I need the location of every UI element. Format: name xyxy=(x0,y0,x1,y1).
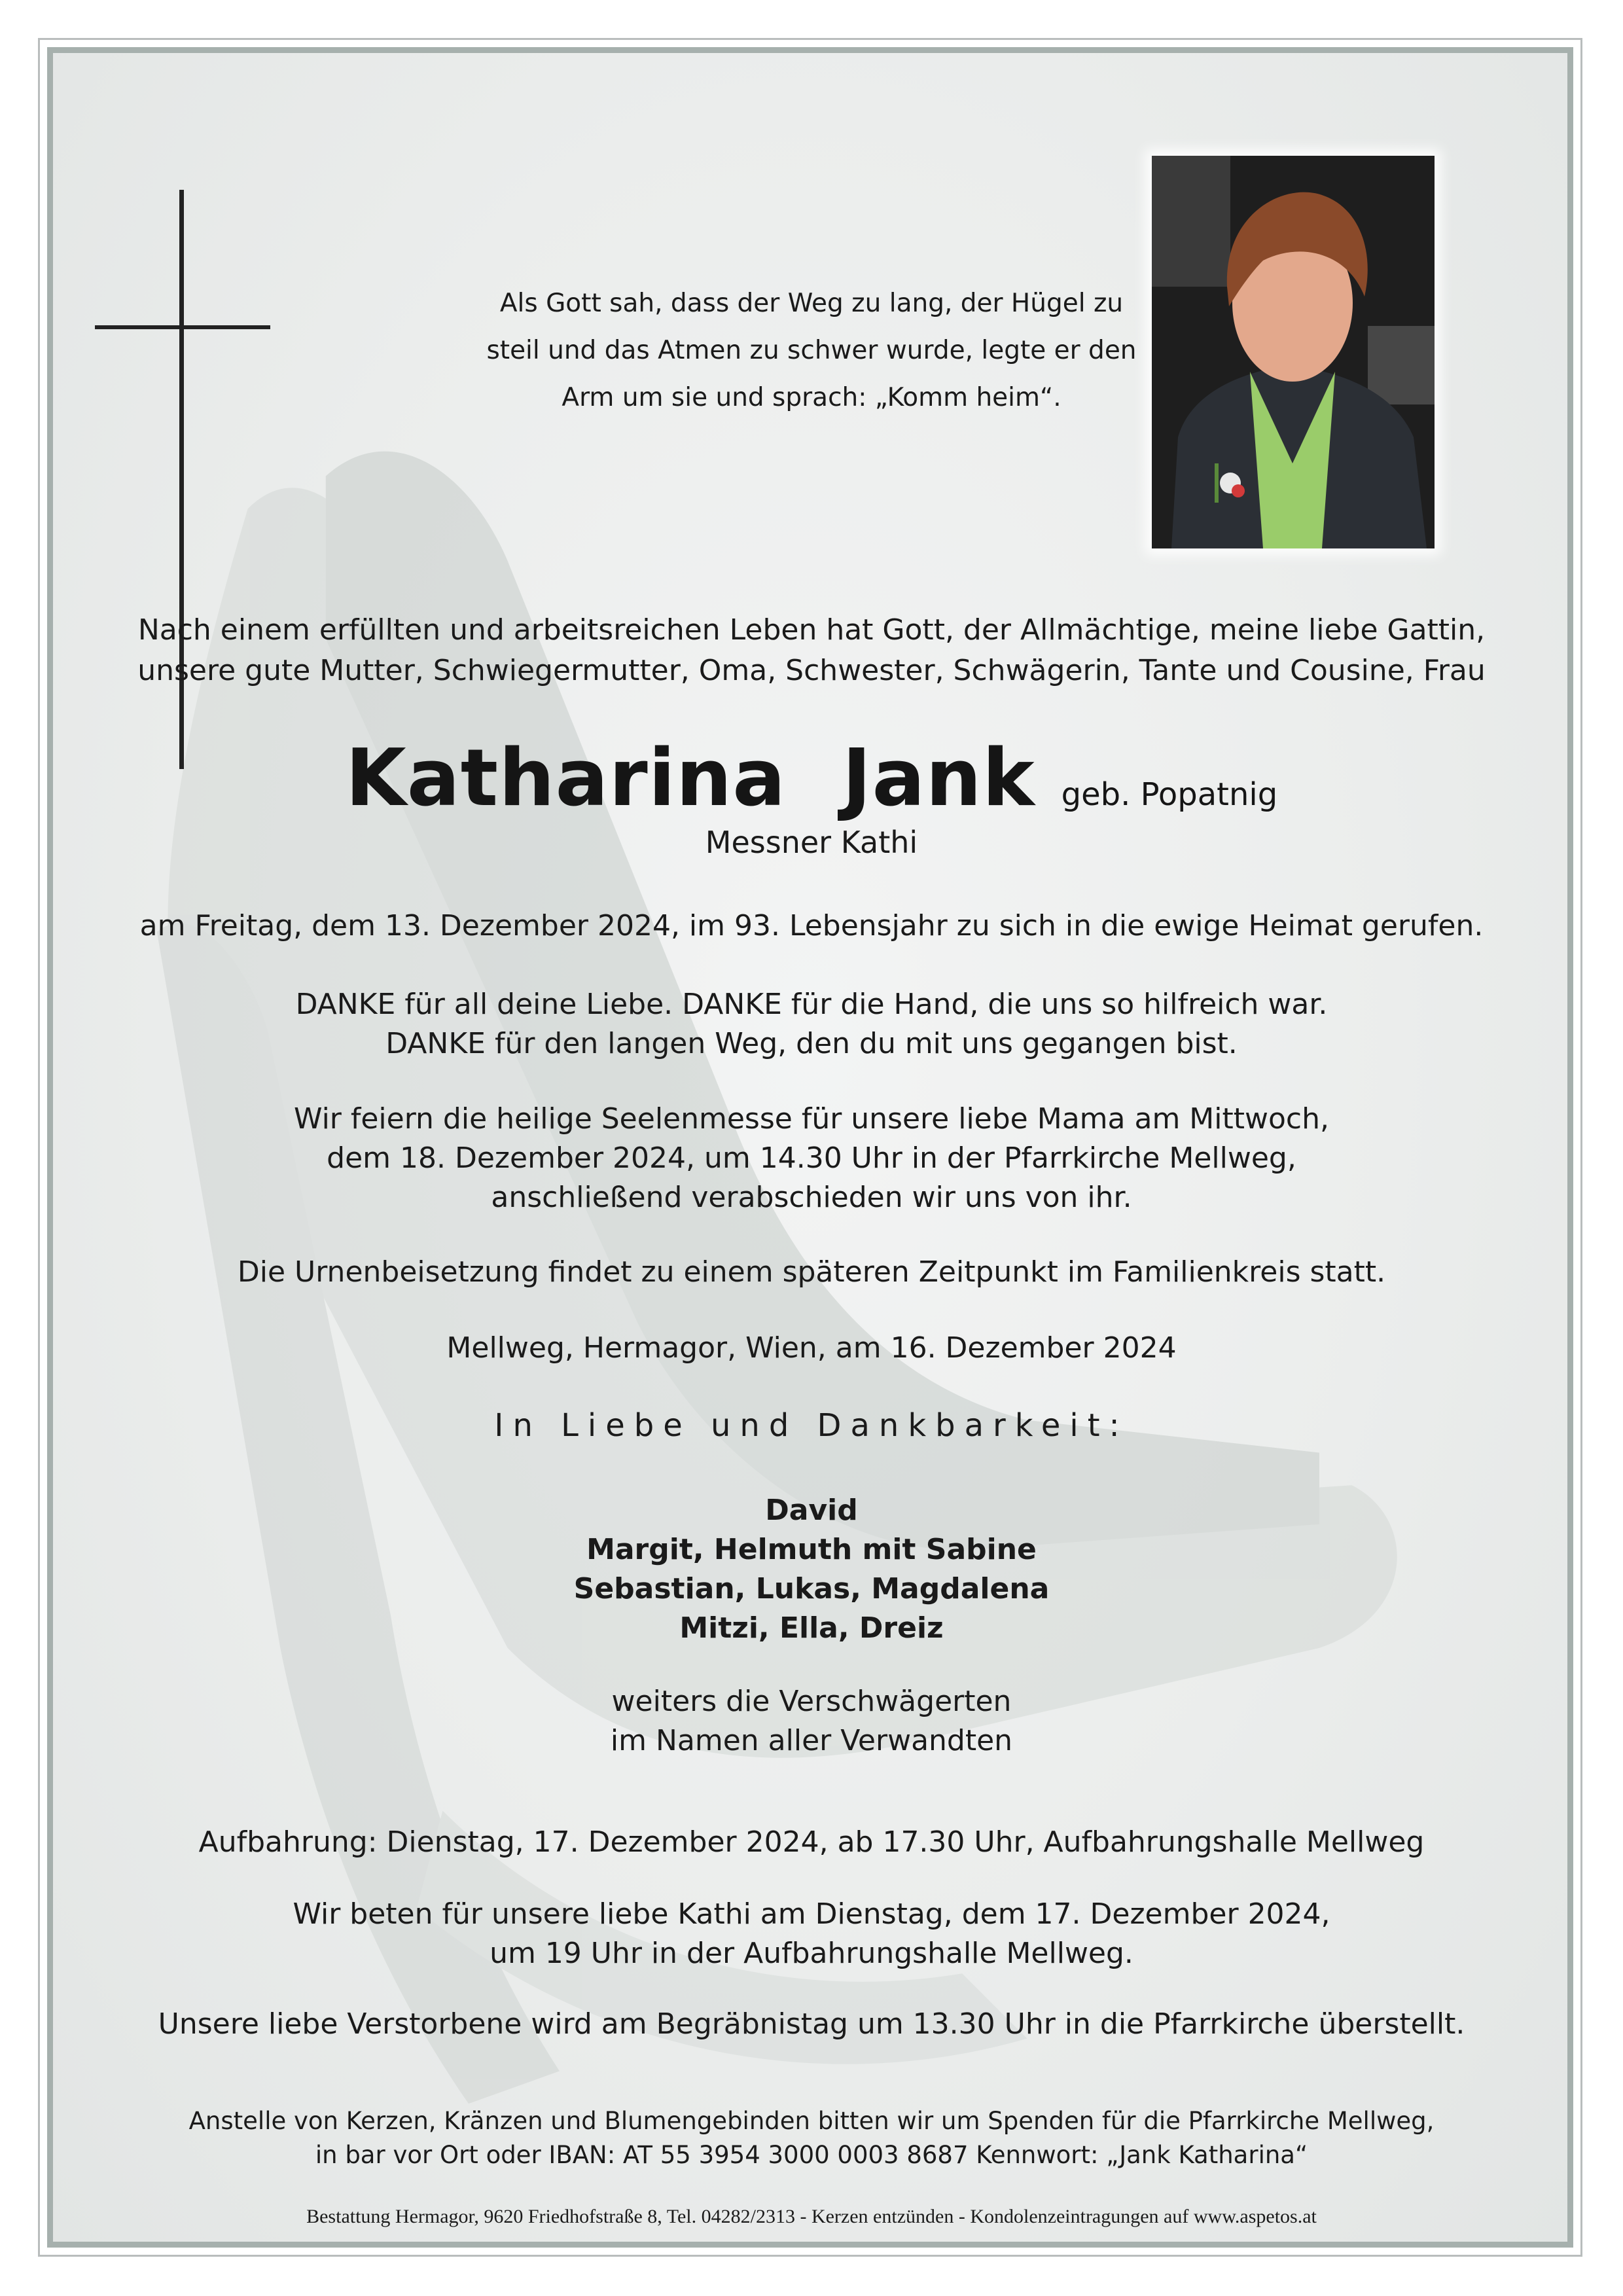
transfer-info: Unsere liebe Verstorbene wird am Begräbnistag um 13.30 Uhr in die Pfarrkirche überstellt. xyxy=(158,2007,1465,2041)
mourners-heading: In Liebe und Dankbarkeit: xyxy=(494,1407,1129,1444)
donation-request xyxy=(0,2104,1623,2172)
thanks-line: DANKE für den langen Weg, den du mit uns gegangen bist. xyxy=(385,1027,1238,1060)
place-and-date: Mellweg, Hermagor, Wien, am 16. Dezember 2024 xyxy=(446,1331,1177,1365)
thanks-text xyxy=(0,985,1623,1064)
donation-line: in bar vor Ort oder IBAN: AT 55 3954 3000 0003 8687 Kennwort: „Jank Katharina“ xyxy=(315,2141,1308,2169)
relatives-line: im Namen aller Verwandten xyxy=(610,1724,1013,1757)
family-line: David xyxy=(765,1494,858,1527)
family-line: Margit, Helmuth mit Sabine xyxy=(586,1533,1037,1566)
relatives-line: weiters die Verschwägerten xyxy=(611,1685,1012,1718)
intro-text xyxy=(0,610,1623,691)
thanks-line: DANKE für all deine Liebe. DANKE für die Hand, die uns so hilfreich war. xyxy=(295,988,1328,1021)
intro-line: Nach einem erfüllten und arbeitsreichen Leben hat Gott, der Allmächtige, meine liebe Gattin, xyxy=(137,613,1486,647)
funeral-home-footer: Bestattung Hermagor, 9620 Friedhofstraße 8, Tel. 04282/2313 - Kerzen entzünden - Kondolenzeintragungen auf www.aspetos.at xyxy=(306,2206,1317,2227)
death-notice: am Freitag, dem 13. Dezember 2024, im 93. Lebensjahr zu sich in die ewige Heimat gerufen. xyxy=(139,909,1484,942)
nickname: Messner Kathi xyxy=(705,825,918,860)
poem-line: steil und das Atmen zu schwer wurde, legte er den xyxy=(486,336,1137,365)
relatives-note xyxy=(0,1682,1623,1761)
birth-name: geb. Popatnig xyxy=(1061,776,1278,813)
prayer-line: um 19 Uhr in der Aufbahrungshalle Mellweg. xyxy=(490,1937,1133,1970)
poem-line: Als Gott sah, dass der Weg zu lang, der Hügel zu xyxy=(499,289,1124,318)
poem xyxy=(0,280,1623,422)
intro-line: unsere gute Mutter, Schwiegermutter, Oma, Schwester, Schwägerin, Tante und Cousine, Frau xyxy=(137,654,1486,687)
mass-line: Wir feiern die heilige Seelenmesse für unsere liebe Mama am Mittwoch, xyxy=(294,1102,1329,1136)
family-line: Mitzi, Ella, Dreiz xyxy=(679,1611,944,1645)
deceased-name: Katharina Jank xyxy=(345,733,1035,824)
family-line: Sebastian, Lukas, Magdalena xyxy=(573,1572,1050,1605)
urn-burial-note: Die Urnenbeisetzung findet zu einem späteren Zeitpunkt im Familienkreis statt. xyxy=(237,1255,1386,1289)
poem-line: Arm um sie und sprach: „Komm heim“. xyxy=(562,383,1061,412)
mass-line: dem 18. Dezember 2024, um 14.30 Uhr in der Pfarrkirche Mellweg, xyxy=(327,1141,1296,1175)
deceased-name-line xyxy=(0,733,1623,824)
donation-line: Anstelle von Kerzen, Kränzen und Blumengebinden bitten wir um Spenden für die Pfarrkirche Mellweg, xyxy=(188,2107,1435,2135)
prayer-info xyxy=(0,1895,1623,1973)
mass-line: anschließend verabschieden wir uns von ihr. xyxy=(491,1181,1132,1214)
family-list xyxy=(0,1491,1623,1648)
mass-announcement xyxy=(0,1100,1623,1217)
prayer-line: Wir beten für unsere liebe Kathi am Dienstag, dem 17. Dezember 2024, xyxy=(293,1897,1330,1931)
viewing-info: Aufbahrung: Dienstag, 17. Dezember 2024, ab 17.30 Uhr, Aufbahrungshalle Mellweg xyxy=(198,1825,1425,1859)
